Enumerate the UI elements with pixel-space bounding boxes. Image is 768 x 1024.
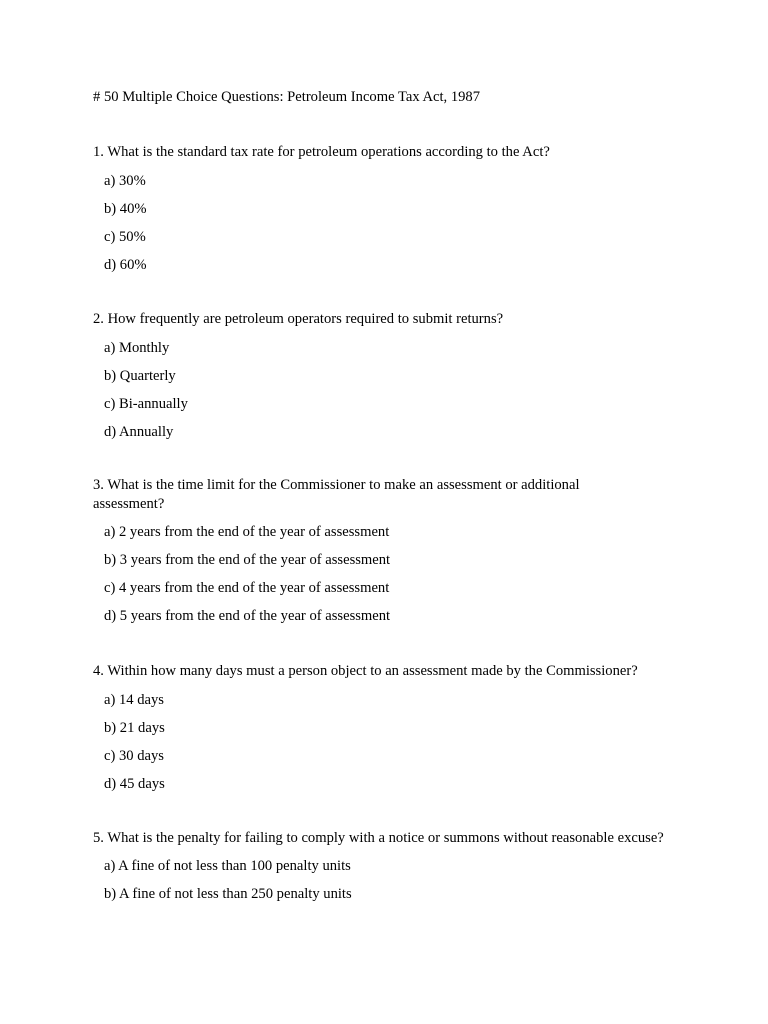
question-1 [93, 143, 693, 274]
answer-option: d) 60% [104, 257, 147, 273]
answer-options [93, 523, 633, 625]
answer-option: b) 3 years from the end of the year of assessment [104, 552, 391, 568]
answer-options [93, 857, 673, 903]
answer-option: c) 4 years from the end of the year of assessment [104, 580, 390, 596]
answer-options [93, 339, 693, 441]
answer-option: b) 40% [104, 201, 147, 217]
answer-option: a) 14 days [104, 692, 164, 708]
question-text: 1. What is the standard tax rate for petroleum operations according to the Act? [93, 144, 550, 160]
answer-option: b) A fine of not less than 250 penalty units [104, 886, 352, 902]
answer-option: d) 5 years from the end of the year of assessment [104, 608, 391, 624]
question-3 [93, 476, 633, 625]
answer-option: a) 2 years from the end of the year of assessment [104, 524, 390, 540]
answer-option: c) 50% [104, 229, 146, 245]
question-text: 5. What is the penalty for failing to comply with a notice or summons without reasonable excuse? [93, 830, 664, 846]
answer-option: c) Bi-annually [104, 396, 188, 412]
answer-option: c) 30 days [104, 748, 164, 764]
answer-option: d) 45 days [104, 776, 165, 792]
answer-option: a) A fine of not less than 100 penalty units [104, 858, 351, 874]
question-text: 4. Within how many days must a person object to an assessment made by the Commissioner? [93, 663, 638, 679]
answer-options [93, 172, 693, 274]
question-5 [93, 829, 673, 903]
question-text: 3. What is the time limit for the Commissioner to make an assessment or additional assessment? [93, 477, 580, 512]
answer-option: a) Monthly [104, 340, 170, 356]
question-2 [93, 310, 693, 441]
answer-option: b) 21 days [104, 720, 165, 736]
answer-option: a) 30% [104, 173, 146, 189]
question-4 [93, 662, 713, 793]
document-title: # 50 Multiple Choice Questions: Petroleum Income Tax Act, 1987 [93, 89, 481, 105]
question-text: 2. How frequently are petroleum operators required to submit returns? [93, 311, 504, 327]
answer-options [93, 691, 713, 793]
answer-option: d) Annually [104, 424, 174, 440]
answer-option: b) Quarterly [104, 368, 176, 384]
